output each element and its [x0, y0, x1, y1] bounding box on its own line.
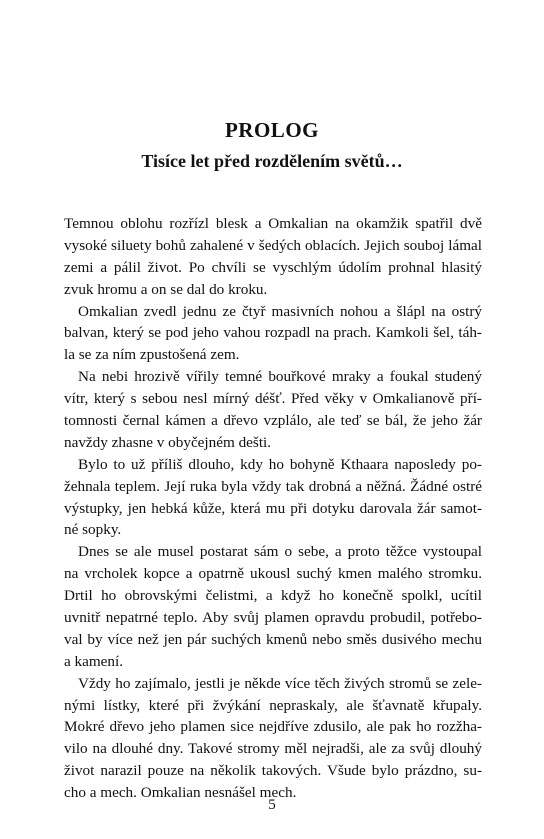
text-line: Na nebi hrozivě vířily temné bouřkové mraky a foukal studený: [78, 368, 482, 386]
text-line: la se za ním zpustošená zem.: [64, 346, 240, 364]
body-text: [64, 213, 482, 804]
text-line: zvuk hromu a on se dal do kroku.: [64, 280, 268, 298]
text-line: Drtil ho obrovskými čelistmi, a když ho konečně spolkl, ucítil: [64, 587, 482, 605]
paragraph: [64, 301, 482, 367]
text-line: výstupky, jen hebká kůže, která mu při dotyku darovala žár samot-: [64, 499, 482, 517]
text-line: balvan, který se pod jeho vahou rozpadl na prach. Kamkoli šel, táh-: [64, 324, 482, 342]
text-line: žehnala teplem. Její ruka byla vždy tak drobná a něžná. Žádné ostré: [64, 477, 482, 495]
text-line: vysoké siluety bohů zahalené v šedých oblacích. Jejich souboj lámal: [64, 236, 482, 254]
text-line: a kamení.: [64, 652, 124, 670]
paragraph: [64, 673, 482, 804]
text-line: cho a mech. Omkalian nesnášel mech.: [64, 784, 297, 802]
chapter-title: PROLOG: [224, 118, 319, 142]
chapter-subtitle: Tisíce let před rozdělením světů…: [141, 151, 403, 171]
text-line: Bylo to už příliš dlouho, kdy ho bohyně Kthaara naposledy po-: [78, 455, 482, 473]
text-line: vítr, který s sebou nesl mírný déšť. Před věky v Omkalianově pří-: [64, 390, 482, 408]
paragraph: [64, 213, 482, 301]
text-line: vilo na dlouhé dny. Takové stromy měl nejradši, ale za svůj dlouhý: [64, 740, 482, 758]
text-line: Vždy ho zajímalo, jestli je někde více těch živých stromů se zele-: [78, 674, 482, 692]
text-line: Temnou oblohu rozřízl blesk a Omkalian na okamžik spatřil dvě: [64, 215, 482, 232]
page-number: 5: [268, 797, 276, 813]
text-line: nými lístky, které při žvýkání nepraskaly, ale šťavnatě křupaly.: [64, 696, 482, 714]
text-line: navždy zhasne v obyčejném dešti.: [64, 433, 272, 451]
paragraph: [64, 541, 482, 672]
text-line: tomnosti černal kámen a dřevo vzplálo, ale teď se bál, že jeho žár: [64, 412, 482, 430]
text-line: né sopky.: [64, 521, 122, 539]
text-line: Omkalian zvedl jednu ze čtyř masivních nohou a šlápl na ostrý: [78, 302, 482, 320]
text-line: uvnitř nepatrné teplo. Aby svůj plamen opravdu probudil, potřebo-: [64, 609, 482, 627]
text-line: Dnes se ale musel postarat sám o sebe, a proto těžce vystoupal: [78, 543, 482, 561]
text-line: život narazil pouze na několik takových. Všude bylo prázdno, su-: [64, 762, 482, 780]
text-line: Mokré dřevo jeho plamen sice nejdříve zdusilo, ale pak ho rozžha-: [64, 718, 482, 736]
text-line: zemi a pálil život. Po chvíli se vyschlým údolím prohnal hlasitý: [64, 258, 482, 276]
paragraph: [64, 366, 482, 454]
text-line: na vrcholek kopce a opatrně ukousl suchý kmen malého stromku.: [64, 565, 482, 583]
paragraph: [64, 454, 482, 542]
text-line: val by více než jen pár suchých kmenů nebo směs dusivého mechu: [64, 630, 482, 648]
